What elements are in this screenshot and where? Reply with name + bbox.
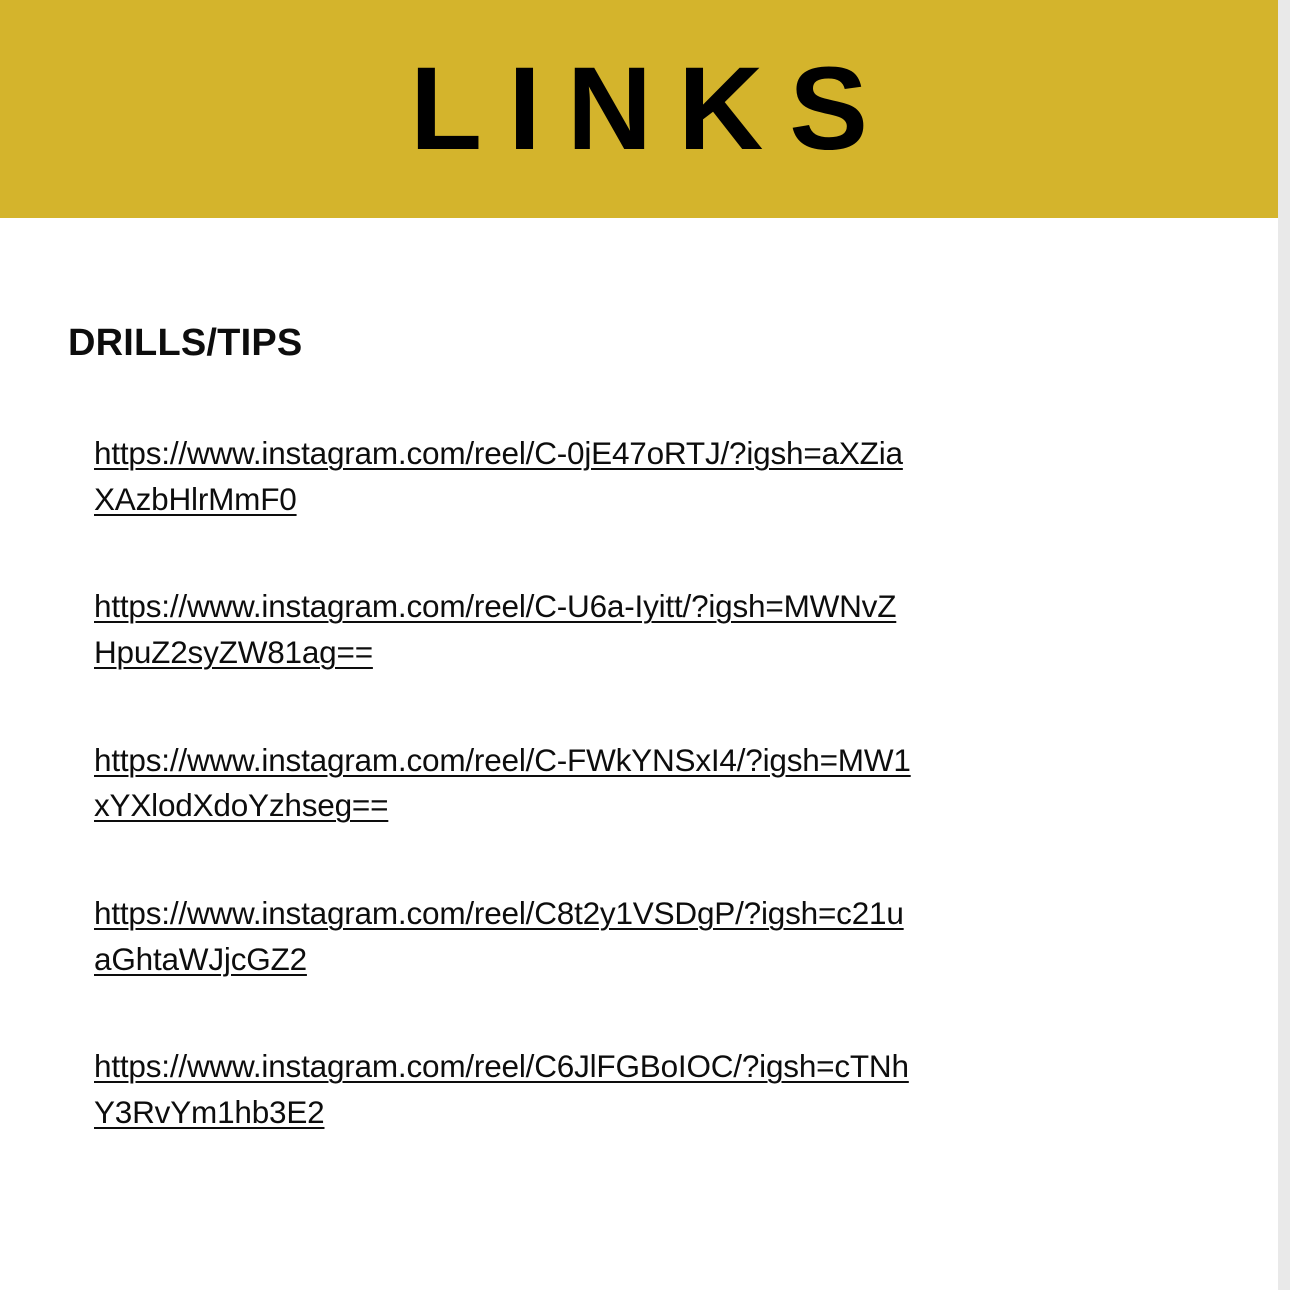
- list-item[interactable]: https://www.instagram.com/reel/C6JlFGBoIOC/?igsh=cTNhY3RvYm1hb3E2: [94, 1048, 909, 1131]
- list-item[interactable]: https://www.instagram.com/reel/C-U6a-Iyitt/?igsh=MWNvZHpuZ2syZW81ag==: [94, 588, 897, 671]
- list-item[interactable]: https://www.instagram.com/reel/C-0jE47oRTJ/?igsh=aXZiaXAzbHlrMmF0: [94, 435, 903, 517]
- document-content: [0, 322, 1278, 1136]
- link-list: [68, 431, 1210, 1136]
- list-item[interactable]: https://www.instagram.com/reel/C-FWkYNSxI4/?igsh=MW1xYXlodXdoYzhseg==: [94, 741, 911, 824]
- list-item[interactable]: https://www.instagram.com/reel/C8t2y1VSDgP/?igsh=c21uaGhtaWJjcGZ2: [94, 895, 904, 977]
- section-heading: DRILLS/TIPS: [68, 322, 303, 364]
- page-title: LINKS: [410, 43, 894, 175]
- page-banner: [0, 0, 1278, 218]
